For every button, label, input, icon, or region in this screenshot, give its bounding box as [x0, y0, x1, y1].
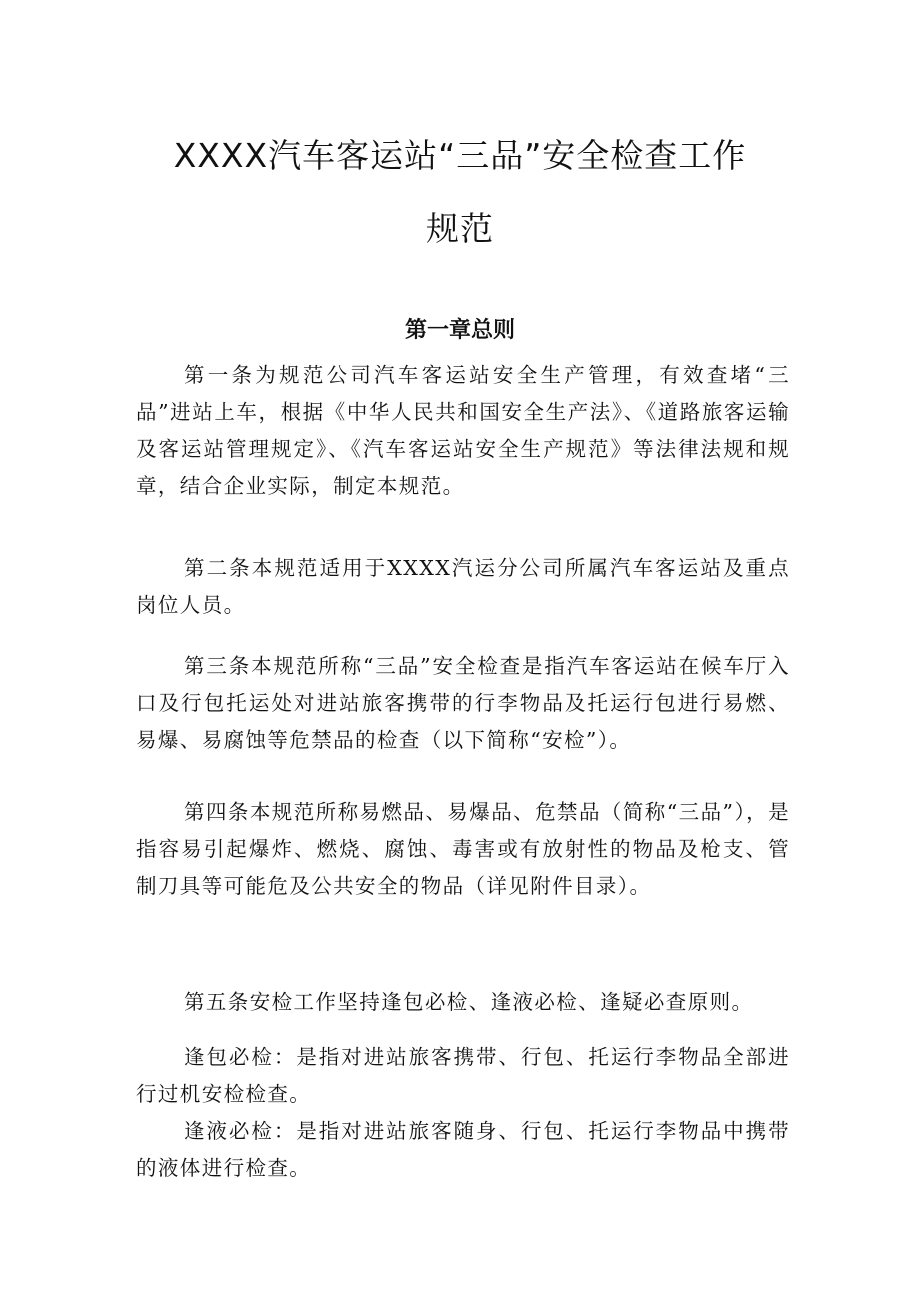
liquid-check-definition-paragraph: 逢液必检：是指对进站旅客随身、行包、托运行李物品中携带的液体进行检查。: [136, 1119, 790, 1180]
article-1-paragraph: 第一条为规范公司汽车客运站安全生产管理，有效查堵“三品”进站上车，根据《中华人民共和国安全生产法》、《道路旅客运输及客运站管理规定》、《汽车客运站安全生产规范》等法律法规和规章，结合企业实际，制定本规范。: [136, 363, 790, 498]
article-3-paragraph: 第三条本规范所称“三品”安全检查是指汽车客运站在候车厅入口及行包托运处对进站旅客携带的行李物品及托运行包进行易燃、易爆、易腐蚀等危禁品的检查（以下简称“安检”）。: [136, 654, 790, 752]
article-5-paragraph: 第五条安检工作坚持逢包必检、逢液必检、逢疑必查原则。: [184, 990, 754, 1014]
document-title-line-1: XXXX汽车客运站“三品”安全检查工作: [173, 136, 747, 175]
article-4-paragraph: 第四条本规范所称易燃品、易爆品、危禁品（简称“三品”），是指容易引起爆炸、燃烧、腐蚀、毒害或有放射性的物品及枪支、管制刀具等可能危及公共安全的物品（详见附件目录）。: [136, 800, 790, 898]
article-2-paragraph: 第二条本规范适用于XXXX汽运分公司所属汽车客运站及重点岗位人员。: [136, 556, 790, 617]
chapter-heading: 第一章总则: [404, 318, 515, 343]
bag-check-definition-paragraph: 逢包必检：是指对进站旅客携带、行包、托运行李物品全部进行过机安检检查。: [136, 1045, 790, 1106]
document-title-line-2: 规范: [426, 209, 494, 248]
